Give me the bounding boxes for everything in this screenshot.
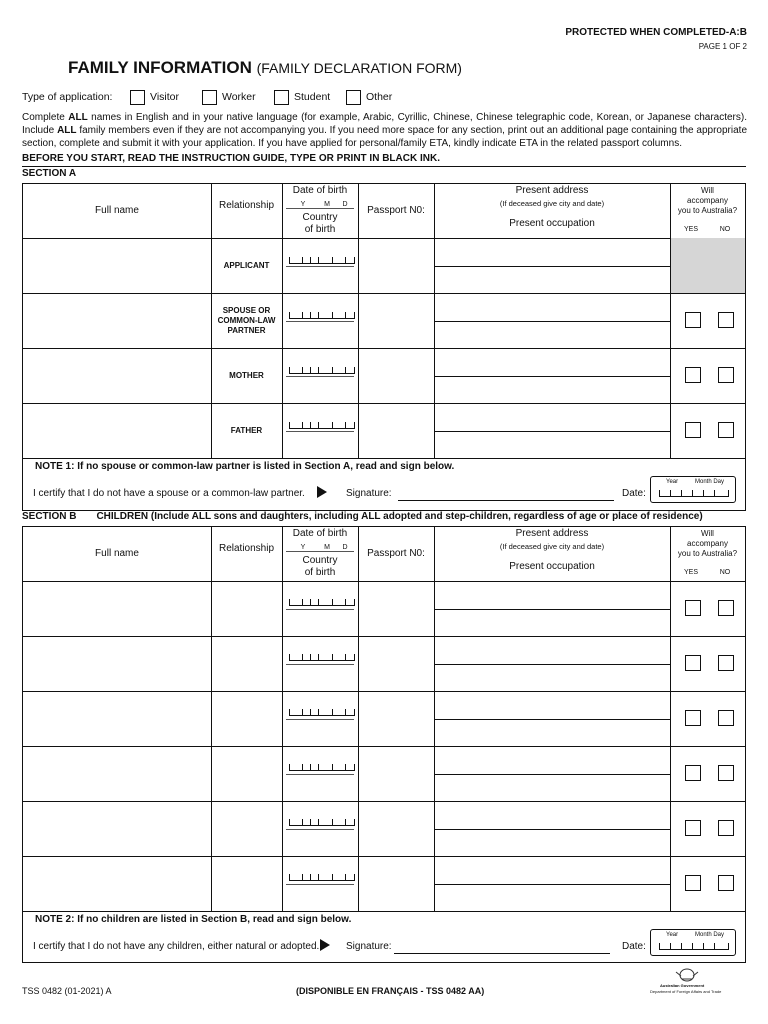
date-field[interactable] [650,929,736,956]
tick-mark [289,654,290,660]
address-divider [434,266,670,267]
tick-mark [345,599,346,605]
tick-mark [289,599,290,605]
col-will-2: accompany [687,539,728,548]
relationship-label: PARTNER [227,325,266,335]
tick-mark [728,490,729,496]
relationship-label: MOTHER [229,370,264,380]
signature-label: Signature: [346,488,392,499]
arrow-icon [320,939,330,951]
full-name-field[interactable] [25,350,209,401]
will-yes-checkbox[interactable] [685,765,701,781]
tick-mark [310,367,311,373]
tick-mark [354,367,355,373]
section-a-table [22,183,746,511]
tick-mark [714,943,715,949]
instr-all-1: ALL [68,112,88,123]
tick-mark [318,654,319,660]
tick-mark [310,764,311,770]
government-logo [646,966,728,996]
will-accompany-na [671,238,745,293]
form-number: TSS 0482 (01-2021) A [22,986,112,996]
will-yes-checkbox[interactable] [685,875,701,891]
country-divider [286,376,354,377]
tick-mark [318,819,319,825]
section-a-row-2 [23,293,745,348]
visitor-checkbox[interactable] [130,90,145,105]
full-name-field[interactable] [25,638,209,689]
tick-mark [332,367,333,373]
dob-field [289,421,355,429]
note-text: NOTE 1: If no spouse or common-law partner is listed in Section A, read and sign below. [35,461,455,472]
tick-mark [289,764,290,770]
tick-mark [289,312,290,318]
tick-mark [318,709,319,715]
dob-field [289,311,355,319]
tick-mark [354,709,355,715]
dob-field [289,873,355,881]
tick-mark [332,599,333,605]
section-b-row-6 [23,856,745,911]
date-ticks [659,942,729,950]
passport-field[interactable] [360,638,432,689]
will-no-checkbox[interactable] [718,875,734,891]
student-label: Student [294,91,331,103]
full-name-field[interactable] [25,240,209,291]
full-name-field[interactable] [25,405,209,456]
country-divider [286,664,354,665]
dob-field [289,763,355,771]
tick-mark [289,422,290,428]
col-address-note: (If deceased give city and date) [499,542,605,551]
tick-mark [728,943,729,949]
tick-mark [302,654,303,660]
will-no-checkbox[interactable] [718,820,734,836]
tick-mark [681,490,682,496]
tick-mark [332,257,333,263]
tick-mark [310,599,311,605]
tick-mark [318,874,319,880]
other-label: Other [366,91,393,103]
instr-c: family members even if they are not accompanying you. If you need more space for any section, print out an additional page containing the appropriate section, complete and submit it with your application. If you have applied for personal/family ETA, kindly indicate ETA in the related passport columns. [22,125,748,149]
gov-dept: Department of Foreign Affairs and Trade [650,989,722,994]
full-name-field[interactable] [25,748,209,799]
worker-label: Worker [222,91,256,103]
will-yes-checkbox[interactable] [685,367,701,383]
col-relationship: Relationship [218,200,275,211]
col-of-birth: of birth [304,224,336,235]
section-b-title: CHILDREN (Include ALL sons and daughters, including ALL adopted and step-children, regardless of age or place of residence) [96,511,703,522]
section-a-row-1 [23,238,745,293]
section-b-row-3 [23,691,745,746]
col-will-3: you to Australia? [677,549,738,558]
instructions-paragraph [22,111,747,150]
col-address-note: (If deceased give city and date) [499,199,605,208]
col-country: Country [302,212,338,223]
col-no: NO [719,226,731,233]
full-name-field[interactable] [25,803,209,854]
date-label: Date: [622,488,646,499]
passport-field[interactable] [360,405,432,456]
tick-mark [289,874,290,880]
col-address: Present address [515,528,589,539]
tick-mark [318,257,319,263]
tick-mark [659,490,660,496]
tick-mark [310,819,311,825]
tick-mark [318,367,319,373]
signature-field[interactable] [398,500,614,501]
section-b-table [22,526,746,963]
country-divider [286,266,354,267]
full-name-field[interactable] [25,858,209,909]
section-b-row-4 [23,746,745,801]
relationship-label: COMMON-LAW [217,315,276,325]
tick-mark [302,422,303,428]
signature-field[interactable] [394,953,610,954]
tick-mark [310,422,311,428]
tick-mark [310,312,311,318]
tick-mark [302,874,303,880]
page-title [68,58,462,78]
col-of-birth: of birth [304,567,336,578]
passport-field[interactable] [360,583,432,634]
protected-label: PROTECTED WHEN COMPLETED-A:B [565,27,747,38]
address-divider [434,829,670,830]
passport-field[interactable] [360,295,432,346]
passport-field[interactable] [360,693,432,744]
address-divider [434,431,670,432]
will-no-checkbox[interactable] [718,422,734,438]
dob-field [289,366,355,374]
relationship-label: APPLICANT [223,260,270,270]
will-no-checkbox[interactable] [718,710,734,726]
tick-mark [318,764,319,770]
col-country: Country [302,555,338,566]
tick-mark [318,599,319,605]
tick-mark [289,367,290,373]
tick-mark [310,709,311,715]
date-year-label: Year [666,479,679,485]
relationship-label: FATHER [230,425,263,435]
dob-divider [286,208,354,209]
tick-mark [289,257,290,263]
address-divider [434,774,670,775]
application-type-row [22,90,762,108]
tick-mark [703,943,704,949]
tick-mark [345,874,346,880]
col-full-name: Full name [95,205,139,216]
country-divider [286,774,354,775]
section-b-row-2 [23,636,745,691]
tick-mark [681,943,682,949]
student-checkbox[interactable] [274,90,289,105]
tick-mark [310,257,311,263]
gov-name: Australian Government [660,983,705,988]
date-md-label: Month Day [695,932,725,938]
dob-d: D [342,544,348,551]
col-yes: YES [683,226,698,233]
signature-label: Signature: [346,941,392,952]
relationship-field[interactable] [213,803,280,854]
tick-mark [692,490,693,496]
tick-mark [302,764,303,770]
tick-mark [354,819,355,825]
address-divider [434,719,670,720]
date-md-label: Month Day [695,479,725,485]
col-will-3: you to Australia? [677,206,738,215]
tick-mark [670,943,671,949]
col-no: NO [719,569,731,576]
will-no-checkbox[interactable] [718,655,734,671]
tick-mark [345,257,346,263]
note-text: NOTE 2: If no children are listed in Section B, read and sign below. [35,914,352,925]
col-passport: Passport N0: [367,548,425,559]
application-type-label: Type of application: [22,91,113,103]
relationship-field[interactable] [213,638,280,689]
full-name-field[interactable] [25,693,209,744]
tick-mark [289,819,290,825]
will-yes-checkbox[interactable] [685,312,701,328]
tick-mark [302,312,303,318]
relationship-field[interactable] [213,693,280,744]
country-divider [286,829,354,830]
tick-mark [332,654,333,660]
col-full-name: Full name [95,548,139,559]
address-divider [434,609,670,610]
will-yes-checkbox[interactable] [685,655,701,671]
col-passport: Passport N0: [367,205,425,216]
tick-mark [302,367,303,373]
dob-field [289,708,355,716]
country-divider [286,719,354,720]
dob-field [289,818,355,826]
relationship-field[interactable] [213,583,280,634]
tick-mark [692,943,693,949]
dob-y: Y [300,544,306,551]
page-number: PAGE 1 OF 2 [698,42,747,51]
dob-y: Y [300,201,306,208]
tick-mark [332,874,333,880]
will-yes-checkbox[interactable] [685,820,701,836]
tick-mark [345,422,346,428]
date-field[interactable] [650,476,736,503]
instr-all-2: ALL [57,125,77,136]
tick-mark [345,764,346,770]
visitor-label: Visitor [150,91,179,103]
instr-b: names in English and in your native language (for example, Arabic, Cyrillic, Chinese, Chinese telegraphic code, Korean, or Japanese characters). Include [22,112,747,136]
note-line [23,911,745,912]
full-name-field[interactable] [25,583,209,634]
tick-mark [354,874,355,880]
tick-mark [332,709,333,715]
tick-mark [345,709,346,715]
dob-m: M [324,201,330,208]
will-yes-checkbox[interactable] [685,600,701,616]
section-b-row-5 [23,801,745,856]
section-b-heading [22,511,703,522]
tick-mark [345,654,346,660]
tick-mark [659,943,660,949]
tick-mark [302,709,303,715]
tick-mark [354,764,355,770]
other-checkbox[interactable] [346,90,361,105]
tick-mark [714,490,715,496]
relationship-field[interactable] [213,748,280,799]
passport-field[interactable] [360,240,432,291]
passport-field[interactable] [360,858,432,909]
col-occupation: Present occupation [509,218,595,229]
tick-mark [302,819,303,825]
will-no-checkbox[interactable] [718,765,734,781]
tick-mark [289,709,290,715]
will-no-checkbox[interactable] [718,312,734,328]
tick-mark [354,654,355,660]
tick-mark [354,422,355,428]
tick-mark [332,422,333,428]
address-divider [434,884,670,885]
address-divider [434,321,670,322]
tick-mark [345,367,346,373]
tick-mark [354,257,355,263]
will-yes-checkbox[interactable] [685,710,701,726]
certify-text: I certify that I do not have any children, either natural or adopted. [33,941,320,952]
tick-mark [354,599,355,605]
dob-divider [286,551,354,552]
col-dob: Date of birth [292,528,348,539]
dob-field [289,653,355,661]
instructions-ink: BEFORE YOU START, READ THE INSTRUCTION GUIDE, TYPE OR PRINT IN BLACK INK. [22,153,440,164]
full-name-field[interactable] [25,295,209,346]
country-divider [286,609,354,610]
instr-a: Complete [22,112,69,123]
will-yes-checkbox[interactable] [685,422,701,438]
col-occupation: Present occupation [509,561,595,572]
title-main: FAMILY INFORMATION [68,58,252,77]
arrow-icon [317,486,327,498]
col-will-1: Will [701,186,714,195]
address-divider [434,664,670,665]
section-a-label: SECTION A [22,168,77,179]
certify-text: I certify that I do not have a spouse or a common-law partner. [33,488,305,499]
col-will-1: Will [701,529,714,538]
tick-mark [332,312,333,318]
tick-mark [345,312,346,318]
col-will-2: accompany [687,196,728,205]
tick-mark [318,422,319,428]
col-yes: YES [683,569,698,576]
col-relationship: Relationship [218,543,275,554]
tick-mark [670,490,671,496]
col-address: Present address [515,185,589,196]
date-year-label: Year [666,932,679,938]
note-line [23,458,745,459]
section-a-row-4 [23,403,745,458]
tick-mark [332,819,333,825]
relationship-label: SPOUSE OR [222,305,271,315]
tick-mark [302,257,303,263]
french-version: (DISPONIBLE EN FRANÇAIS - TSS 0482 AA) [296,986,485,996]
title-sub: (FAMILY DECLARATION FORM) [256,60,462,76]
col-dob: Date of birth [292,185,348,196]
tick-mark [345,819,346,825]
tick-mark [332,764,333,770]
worker-checkbox[interactable] [202,90,217,105]
dob-d: D [342,201,348,208]
tick-mark [310,654,311,660]
passport-field[interactable] [360,748,432,799]
section-a-row-3 [23,348,745,403]
passport-field[interactable] [360,803,432,854]
country-divider [286,431,354,432]
section-b-row-1 [23,581,745,636]
tick-mark [354,312,355,318]
passport-field[interactable] [360,350,432,401]
country-divider [286,884,354,885]
dob-field [289,256,355,264]
dob-field [289,598,355,606]
will-no-checkbox[interactable] [718,600,734,616]
will-no-checkbox[interactable] [718,367,734,383]
country-divider [286,321,354,322]
relationship-field[interactable] [213,858,280,909]
date-label: Date: [622,941,646,952]
dob-m: M [324,544,330,551]
date-ticks [659,489,729,497]
tick-mark [318,312,319,318]
address-divider [434,376,670,377]
tick-mark [302,599,303,605]
section-b-label: SECTION B [22,511,77,522]
tick-mark [703,490,704,496]
tick-mark [310,874,311,880]
